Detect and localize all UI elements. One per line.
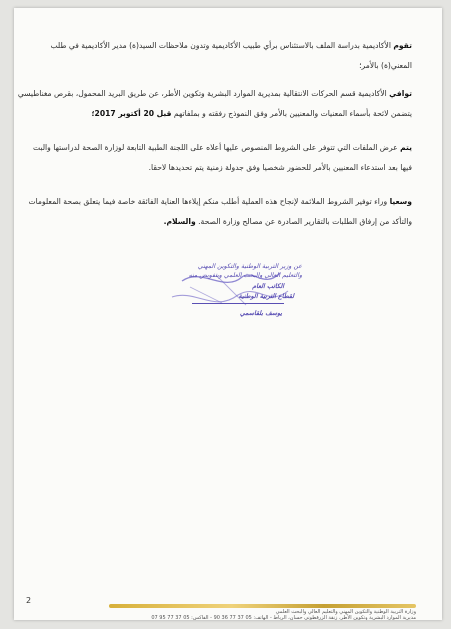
lead-word: تقوم	[393, 41, 412, 50]
paragraph-academy-review	[50, 36, 412, 76]
signature-stamp	[162, 263, 302, 351]
paragraph-line	[28, 192, 412, 212]
paragraph-line: فيها بعد استدعاء المعنيين بالأمر للحضور شخصيا وفق جدولة زمنية يتم تحديدها لاحقا.	[148, 163, 412, 172]
paragraph-line	[33, 138, 412, 158]
paragraph-closing	[28, 192, 412, 232]
paragraph-line	[50, 36, 412, 56]
footer-address: مديرية الموارد البشرية وتكوين الأطر، زنقة الزرقطوني حسان، الرباط - الهاتف: 05 37 77 36 90 - الفاكس: 05 37 77 95 07	[151, 615, 416, 620]
paragraph-line: المعني(ة) بالأمر؛	[359, 61, 412, 70]
paragraph-text: يتضمن لائحة بأسماء المعنيات والمعنيين بالأمر وفق النموذج رفقته و بملفاتهم	[171, 109, 412, 118]
stamp-line: عن وزير التربية الوطنية والتكوين المهني	[197, 263, 302, 270]
paragraph-line	[54, 212, 412, 232]
stamp-divider	[192, 303, 284, 304]
paragraph-text: والتأكد من إرفاق الطلبات بالتقارير الصادرة عن مصالح وزارة الصحة.	[195, 217, 412, 226]
stamp-line: لقطاع التربية الوطنية	[238, 293, 294, 300]
paragraph-line	[54, 104, 412, 124]
salutation-text: والسلام.	[163, 217, 196, 226]
stamp-line: الكاتب العام	[252, 283, 284, 290]
footer-divider	[109, 604, 416, 608]
paragraph-academy-submission	[17, 84, 412, 124]
paragraph-line	[17, 84, 412, 104]
paragraph-text: الأكاديمية قسم الحركات الانتقالية بمديرية الموارد البشرية وتكوين الأطر، عن طريق البريد المحمول، بقرص مغناطيسي	[17, 89, 390, 98]
stamp-line: والتعليم العالي والبحث العلمي وبتفويض منه	[188, 272, 302, 279]
document-page	[14, 8, 442, 620]
lead-word: يتم	[400, 143, 412, 152]
lead-word: وسعيا	[389, 197, 412, 206]
paragraph-text: عرض الملفات التي تتوفر على الشروط المنصوص عليها أعلاه على اللجنة الطبية التابعة لوزارة الصحة لدراستها والبت	[33, 143, 401, 152]
paragraph-text: وراء توفير الشروط الملائمة لإنجاح هذه العملية أطلب منكم إيلاءها العناية الفائقة خاصة فيما يتعلق بصحة المعلومات	[28, 197, 390, 206]
stamp-name: يوسف بلقاسمي	[239, 310, 282, 317]
footer-ministry: وزارة التربية الوطنية والتكوين المهني والتعليم العالي والبحث العلمي	[275, 609, 416, 615]
paragraph-medical-committee	[33, 138, 412, 178]
deadline-text: قبل 20 أكتوبر 2017؛	[91, 109, 172, 118]
page-number: 2	[26, 596, 32, 605]
lead-word: توافي	[389, 89, 412, 98]
paragraph-text: الأكاديمية بدراسة الملف بالاستئناس برأي طبيب الأكاديمية وتدون ملاحظات السيد(ة) مدير الأكاديمية في طلب	[50, 41, 394, 50]
